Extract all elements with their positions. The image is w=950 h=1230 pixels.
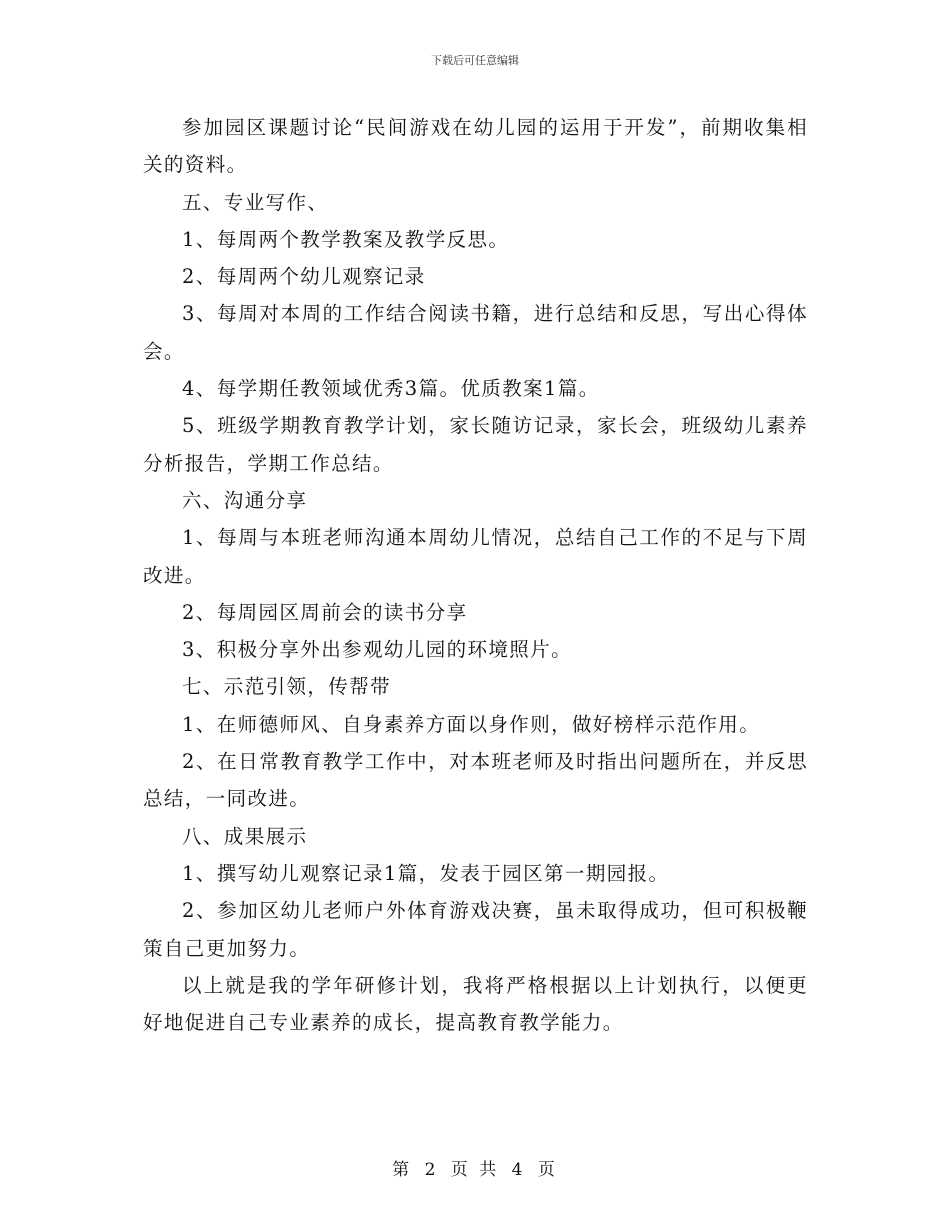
section-heading-sharing: 六、沟通分享 [182, 488, 308, 512]
paragraph-item: 4、每学期任教领域优秀3篇。优质教案1篇。 [182, 377, 600, 401]
section-heading-results: 八、成果展示 [182, 824, 308, 848]
paragraph-research-topic: 参加园区课题讨论“民间游戏在幼儿园的运用于开发”，前期收集相关的资料。 [143, 116, 808, 177]
page-header [0, 52, 950, 68]
section-heading-leadership: 七、示范引领，传帮带 [182, 675, 392, 699]
footer-middle: 页 共 [450, 1160, 500, 1180]
paragraph-item: 1、撰写幼儿观察记录1篇，发表于园区第一期园报。 [182, 861, 670, 885]
paragraph-item: 1、每周与本班老师沟通本周幼儿情况，总结自己工作的不足与下周改进。 [143, 526, 808, 587]
footer-prefix: 第 [392, 1160, 413, 1180]
paragraph-item: 1、在师德师风、自身素养方面以身作则，做好榜样示范作用。 [182, 712, 761, 736]
paragraph-item: 2、在日常教育教学工作中，对本班老师及时指出问题所在，并反思总结，一同改进。 [143, 750, 808, 811]
page-footer [0, 1155, 950, 1180]
paragraph-conclusion: 以上就是我的学年研修计划，我将严格根据以上计划执行，以便更好地促进自己专业素养的成长，提高教育教学能力。 [143, 973, 808, 1035]
document-body [143, 109, 808, 1041]
paragraph-item: 1、每周两个教学教案及教学反思。 [182, 227, 510, 251]
paragraph-item: 2、每周两个幼儿观察记录 [182, 265, 426, 289]
paragraph-item: 2、参加区幼儿老师户外体育游戏决赛，虽未取得成功，但可积极鞭策自己更加努力。 [143, 899, 808, 960]
footer-suffix: 页 [537, 1160, 558, 1180]
section-heading-writing: 五、专业写作、 [182, 190, 329, 214]
footer-total-pages: 4 [511, 1160, 526, 1180]
footer-current-page: 2 [424, 1160, 439, 1180]
paragraph-item: 3、积极分享外出参观幼儿园的环境照片。 [182, 638, 573, 662]
paragraph-item: 2、每周园区周前会的读书分享 [182, 600, 468, 624]
header-text: 下载后可任意编辑 [431, 54, 519, 67]
paragraph-item: 3、每周对本周的工作结合阅读书籍，进行总结和反思，写出心得体会。 [143, 302, 808, 363]
paragraph-item: 5、班级学期教育教学计划，家长随访记录，家长会，班级幼儿素养分析报告，学期工作总结。 [143, 414, 808, 475]
